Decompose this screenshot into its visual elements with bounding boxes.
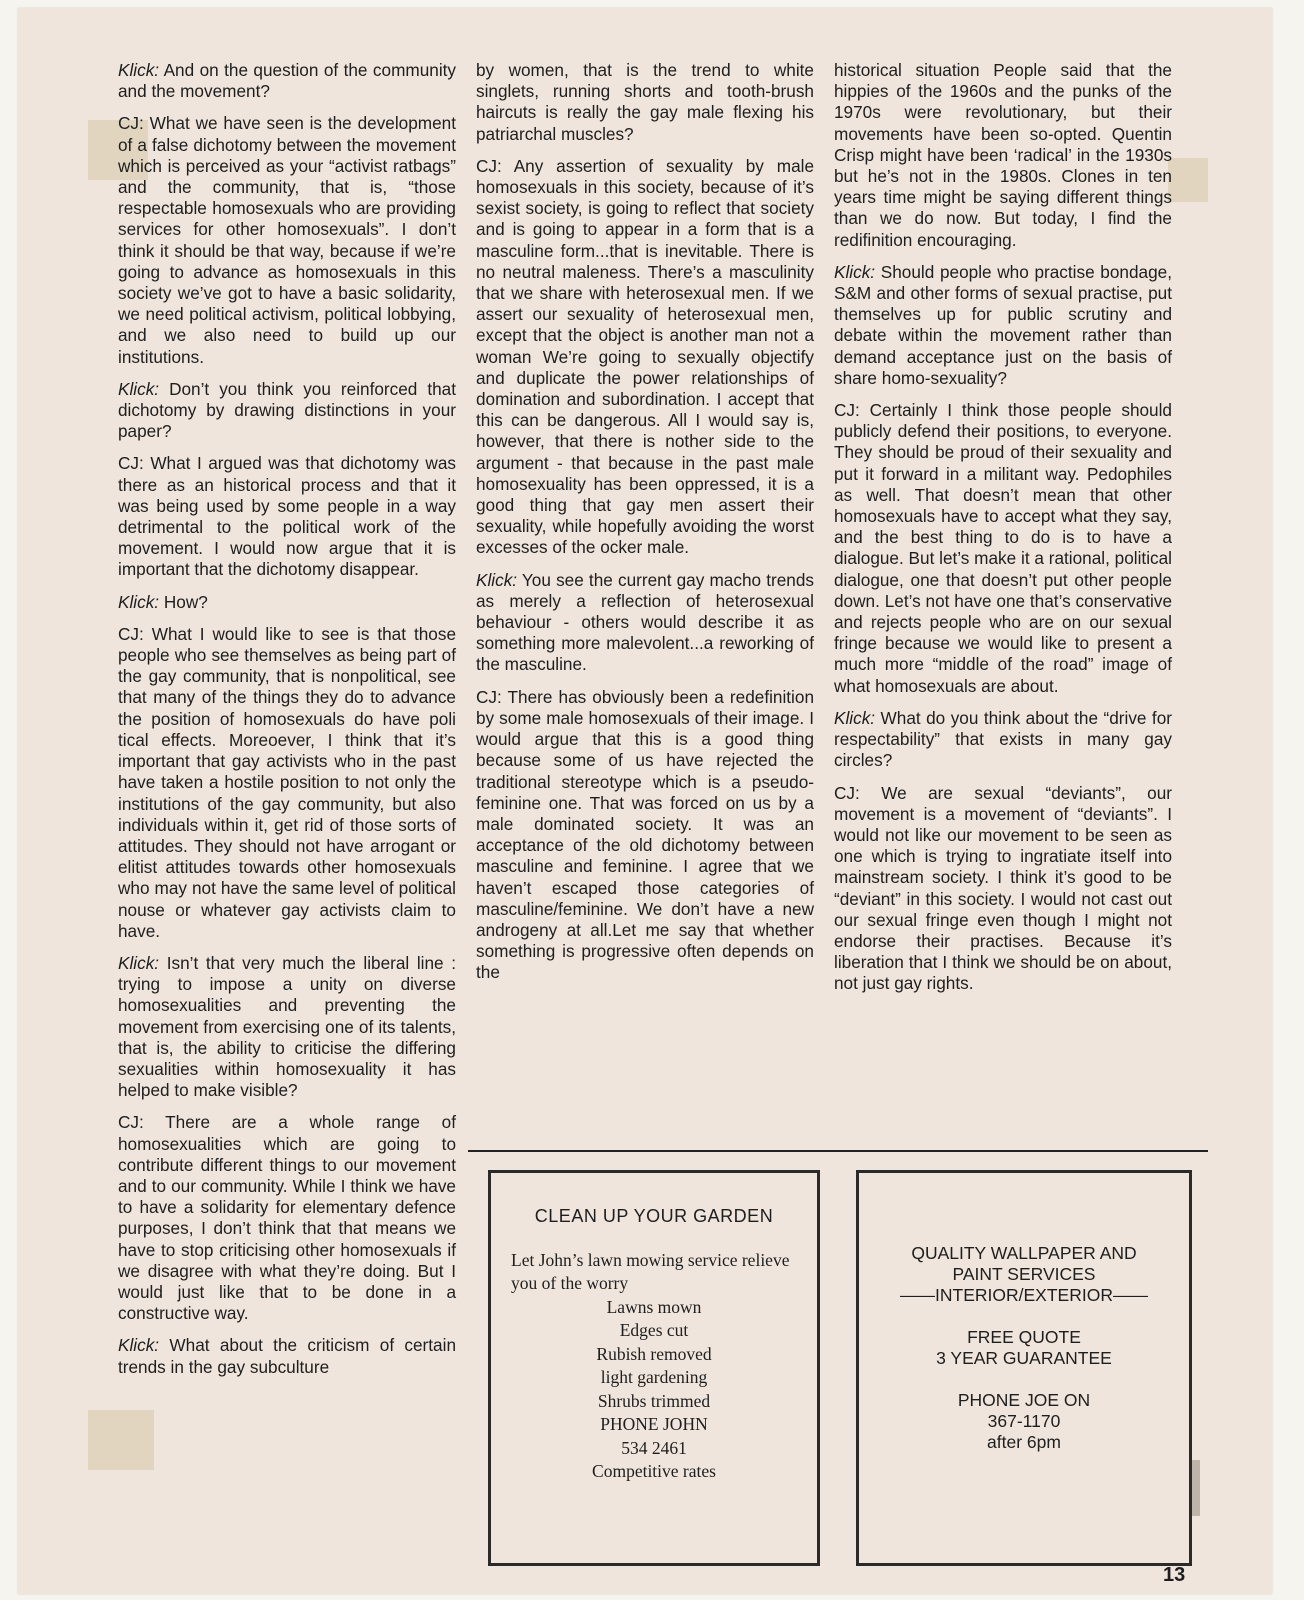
article-paragraph <box>476 570 814 676</box>
paragraph-text: Should people who practise bondage, S&M and other forms of sexual practise, put themselves up for public scrutiny and debate within the movement rather than demand acceptance just on the basis of share homo-sexuality? <box>834 261 1172 388</box>
garden-advert-line: light gardening <box>600 1367 708 1387</box>
garden-advert <box>488 1170 820 1566</box>
newspaper-clipping <box>18 8 1272 1594</box>
speaker-klick: Klick: <box>118 60 160 80</box>
garden-advert-line: Competitive rates <box>592 1461 716 1481</box>
paragraph-text: Isn’t that very much the liberal line : trying to impose a unity on diverse homosexualities and preventing the movement from exercising one of its talents, that is, the ability to criticise the differing sexualities within homosexuality it has helped to make visible? <box>118 952 456 1101</box>
wallpaper-advert-line: QUALITY WALLPAPER AND <box>911 1243 1137 1263</box>
wallpaper-advert <box>856 1170 1192 1566</box>
garden-advert-line: Rubish removed <box>596 1343 712 1364</box>
article-paragraph <box>834 400 1172 697</box>
article-paragraph <box>118 953 456 1101</box>
article-paragraph <box>118 379 456 443</box>
article-paragraph <box>118 1335 456 1377</box>
article-paragraph <box>118 592 456 613</box>
article-paragraph <box>118 624 456 942</box>
speaker-cj: CJ: <box>118 1112 144 1133</box>
garden-advert-line: Shrubs trimmed <box>597 1390 711 1411</box>
speaker-klick: Klick: <box>834 707 876 728</box>
speaker-klick: Klick: <box>118 378 160 399</box>
wallpaper-advert-spacer <box>859 1369 1189 1390</box>
tape-mark <box>88 1410 154 1470</box>
speaker-cj: CJ: <box>118 453 144 474</box>
speaker-klick: Klick: <box>476 569 518 590</box>
speaker-cj: CJ: <box>118 113 144 134</box>
paragraph-text: There has obviously been a redefinition by some male homosexuals of their image. I would argue that this is a good thing because some of us have rejected the traditional stereotype which is a pseudo-feminine one. That was forced on us by a male dominated society. It was an acceptance of the old dichotomy between masculine and feminine. I agree that we haven’t escaped those categories of masculine/feminine. We don’t have a new androgeny at all.Let me say that whether something is progressive often depends on the <box>476 686 814 983</box>
garden-advert-line: Lawns mown <box>606 1296 702 1317</box>
paragraph-text: What do you think about the “drive for respectability” that exists in many gay circles? <box>834 707 1172 771</box>
speaker-cj: CJ: <box>834 400 860 421</box>
garden-advert-line: Edges cut <box>619 1320 689 1340</box>
wallpaper-advert-line: PHONE JOE ON <box>957 1390 1091 1410</box>
article-paragraph <box>118 113 456 367</box>
paragraph-text: How? <box>163 591 208 612</box>
article-paragraph <box>476 156 814 559</box>
speaker-klick: Klick: <box>118 952 160 973</box>
speaker-klick: Klick: <box>118 1335 160 1356</box>
paragraph-text: We are sexual “deviants”, our movement is a movement of “deviants”. I would not like our movement to be seen as one which is trying to ingratiate itself into mainstream society. I think it’s good to be “deviant” in this society. I would not cast out our sexual fringe even though I might not endorse their practises. Because it’s liberation that I think we should be on about, not just gay rights. <box>834 782 1172 994</box>
paragraph-text: There are a whole range of homosexualities which are going to contribute different things to our movement and to our community. While I think we have to have a solidarity for elementary defence purposes, I don’t think that that means we have to stop criticising other homosexuals if we disagree with what they’re doing. But I would just like that to be done in a constructive way. <box>118 1112 456 1324</box>
article-paragraph <box>834 60 1172 251</box>
article-paragraph <box>118 1112 456 1324</box>
paragraph-text: Don’t you think you reinforced that dichotomy by drawing distinctions in your paper? <box>118 378 456 442</box>
article-paragraph <box>834 708 1172 772</box>
article-paragraph <box>476 687 814 984</box>
speaker-cj: CJ: <box>834 782 860 803</box>
wallpaper-advert-line: ——INTERIOR/EXTERIOR—— <box>900 1285 1148 1305</box>
wallpaper-advert-line: PAINT SERVICES <box>952 1264 1096 1284</box>
paragraph-text: Certainly I think those people should publicly defend their positions, to everyone. They should be proud of their sexuality and put it forward in a militant way. Pedophiles as well. That doesn’t mean that other homosexuals have to accept what they say, and the best thing to do is to have a dialogue. But let’s make it a rational, political dialogue, one that doesn’t put other people down. Let’s not have one that’s conservative and rejects people who are on our sexual fringe because we would like to present a much more “middle of the road” image of what homosexuals are about. <box>834 400 1172 696</box>
wallpaper-advert-line: after 6pm <box>987 1432 1061 1452</box>
paragraph-text: You see the current gay macho trends as merely a reflection of heterosexual behaviour - others would describe it as something more malevolent...a reworking of the masculine. <box>476 569 814 675</box>
garden-advert-line: PHONE JOHN <box>600 1414 708 1434</box>
tape-mark <box>1168 158 1208 202</box>
article-paragraph <box>834 262 1172 389</box>
article-paragraph <box>476 60 814 145</box>
garden-advert-list <box>491 1296 817 1484</box>
section-divider <box>468 1150 1208 1152</box>
wallpaper-advert-spacer <box>859 1306 1189 1327</box>
speaker-cj: CJ: <box>118 623 144 644</box>
wallpaper-advert-line: 367-1170 <box>987 1411 1061 1431</box>
article-paragraph <box>118 453 456 580</box>
page-number: 13 <box>1163 1564 1186 1586</box>
paragraph-text: What about the criticism of certain trends in the gay subculture <box>118 1335 456 1377</box>
speaker-cj: CJ: <box>476 686 502 707</box>
article-paragraph <box>834 783 1172 995</box>
article-paragraph <box>118 60 456 102</box>
garden-advert-line: 534 2461 <box>621 1437 687 1458</box>
paragraph-text: What I argued was that dichotomy was there as an historical process and that it was being used by some people in a way detrimental to the political work of the movement. I would now argue that it is important that the dichotomy disappear. <box>118 453 456 580</box>
paragraph-text: historical situation People said that the hippies of the 1960s and the punks of the 1970s were revolutionary, but their movements have been so-opted. Quentin Crisp might have been ‘radical’ in the 1930s but he’s not in the 1980s. Clones in ten years time might be saying different things than we do now. But today, I find the redifinition encouraging. <box>834 60 1172 250</box>
speaker-klick: Klick: <box>118 591 160 612</box>
speaker-klick: Klick: <box>834 261 876 282</box>
paragraph-text: Any assertion of sexuality by male homosexuals in this society, because of it’s sexist society, is going to reflect that society and is going to appear in a form that is a masculine form...that is inevitable. There is no neutral maleness. There’s a masculinity that we share with heterosexual men. If we assert our sexuality of heterosexual men, except that the object is another man not a woman We’re going to sexually objectify and duplicate the power relationships of domination and subordination. I accept that this can be dangerous. All I would say is, however, that there is nother side to the argument - that because in the past male homosexuality has been oppressed, it is a good thing that gay men assert their sexuality, while hopefully avoiding the worst excesses of the ocker male. <box>476 155 815 558</box>
wallpaper-advert-line: 3 YEAR GUARANTEE <box>936 1348 1112 1368</box>
article-column-3 <box>834 60 1172 1006</box>
garden-advert-intro: Let John’s lawn mowing service relieve you of the worry <box>511 1249 790 1293</box>
wallpaper-advert-line: FREE QUOTE <box>967 1327 1081 1347</box>
garden-advert-heading: CLEAN UP YOUR GARDEN <box>534 1206 774 1226</box>
article-column-1 <box>118 60 456 1389</box>
paragraph-text: And on the question of the community and the movement? <box>118 60 457 102</box>
article-column-2 <box>476 60 814 995</box>
paragraph-text: by women, that is the trend to white singlets, running shorts and tooth-brush haircuts is really the gay male flexing his patriarchal muscles? <box>476 60 814 144</box>
wallpaper-advert-list <box>859 1243 1189 1453</box>
paragraph-text: What I would like to see is that those people who see themselves as being part of the gay community, that is nonpolitical, see that many of the things they do to advance the position of homosexuals do have poli tical effects. Moreoever, I think that it’s important that gay activists who in the past have taken a hostile position to not only the institutions of the gay community, but also individuals within it, get rid of those sorts of attitudes. They should not have arrogant or elitist attitudes towards other homosexuals who may not have the same level of political nouse or whatever gay activists claim to have. <box>118 623 457 941</box>
speaker-cj: CJ: <box>476 155 502 176</box>
paragraph-text: What we have seen is the development of a false dichotomy between the movement which is perceived as your “activist ratbags” and the community, that is, “those respectable homosexuals who are providing services for other homosexuals”. I don’t think it should be that way, because if we’re going to advance as homosexuals in this society we’ve got to have a basic solidarity, we need political activism, political lobbying, and we also need to build up our institutions. <box>118 113 456 367</box>
